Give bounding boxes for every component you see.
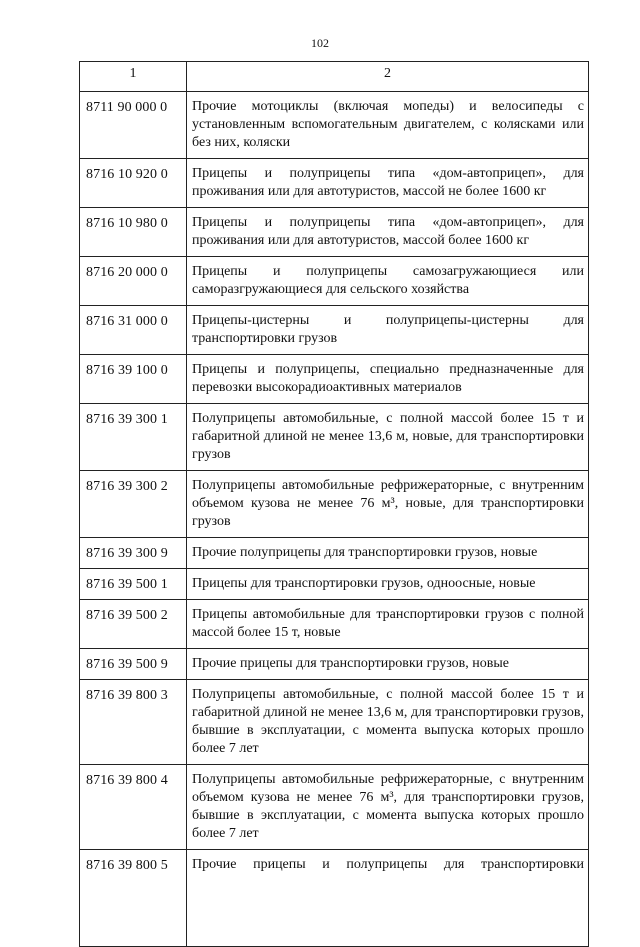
commodity-description: Прочие прицепы для транспортировки грузов, новые — [187, 649, 589, 680]
commodity-code: 8716 39 800 5 — [80, 850, 187, 947]
table-row — [80, 850, 589, 947]
table-row — [80, 257, 589, 306]
commodity-description: Прицепы и полуприцепы типа «дом-автоприцеп», для проживания или для автотуристов, массой более 1600 кг — [187, 208, 589, 257]
commodity-description: Прочие прицепы и полуприцепы для транспортировки — [187, 850, 589, 947]
commodity-code: 8716 39 500 2 — [80, 600, 187, 649]
table-row — [80, 569, 589, 600]
commodity-description: Полуприцепы автомобильные, с полной массой более 15 т и габаритной длиной не менее 13,6 м, для транспортировки грузов, бывшие в эксплуатации, с момента выпуска которых прошло более 7 лет — [187, 680, 589, 765]
table-row — [80, 355, 589, 404]
commodity-code: 8716 39 500 9 — [80, 649, 187, 680]
table-row — [80, 92, 589, 159]
commodity-description: Полуприцепы автомобильные, с полной массой более 15 т и габаритной длиной не менее 13,6 м, новые, для транспортировки грузов — [187, 404, 589, 471]
table-row — [80, 600, 589, 649]
commodity-description: Прицепы-цистерны и полуприцепы-цистерны для транспортировки грузов — [187, 306, 589, 355]
commodity-description: Прицепы для транспортировки грузов, одноосные, новые — [187, 569, 589, 600]
commodity-description: Прицепы и полуприцепы самозагружающиеся или саморазгружающиеся для сельского хозяйства — [187, 257, 589, 306]
commodity-description: Полуприцепы автомобильные рефрижераторные, с внутренним объемом кузова не менее 76 м³, новые, для транспортировки грузов — [187, 471, 589, 538]
commodity-code: 8716 39 500 1 — [80, 569, 187, 600]
table-body — [80, 92, 589, 947]
table-header-row — [80, 62, 589, 92]
commodity-code: 8711 90 000 0 — [80, 92, 187, 159]
commodity-code: 8716 10 920 0 — [80, 159, 187, 208]
commodity-code: 8716 39 300 1 — [80, 404, 187, 471]
commodity-description: Прицепы автомобильные для транспортировки грузов с полной массой более 15 т, новые — [187, 600, 589, 649]
table-row — [80, 208, 589, 257]
page-number: 102 — [311, 36, 329, 50]
table-row — [80, 649, 589, 680]
commodity-description: Прочие мотоциклы (включая мопеды) и велосипеды с установленным вспомогательным двигателем, с колясками или без них, коляски — [187, 92, 589, 159]
commodity-code: 8716 39 100 0 — [80, 355, 187, 404]
table-row — [80, 765, 589, 850]
tariff-code-table — [79, 61, 589, 947]
commodity-code: 8716 31 000 0 — [80, 306, 187, 355]
commodity-code: 8716 10 980 0 — [80, 208, 187, 257]
commodity-code: 8716 20 000 0 — [80, 257, 187, 306]
commodity-description: Прицепы и полуприцепы, специально предназначенные для перевозки высокорадиоактивных материалов — [187, 355, 589, 404]
commodity-code: 8716 39 800 4 — [80, 765, 187, 850]
table-row — [80, 471, 589, 538]
commodity-code: 8716 39 300 2 — [80, 471, 187, 538]
table-row — [80, 404, 589, 471]
table-row — [80, 159, 589, 208]
table-row — [80, 306, 589, 355]
commodity-description: Прочие полуприцепы для транспортировки грузов, новые — [187, 538, 589, 569]
table-row — [80, 538, 589, 569]
commodity-code: 8716 39 300 9 — [80, 538, 187, 569]
column-header-1: 1 — [80, 62, 187, 92]
table-row — [80, 680, 589, 765]
commodity-description: Прицепы и полуприцепы типа «дом-автоприцеп», для проживания или для автотуристов, массой не более 1600 кг — [187, 159, 589, 208]
commodity-description: Полуприцепы автомобильные рефрижераторные, с внутренним объемом кузова не менее 76 м³, для транспортировки грузов, бывшие в эксплуатации, с момента выпуска которых прошло более 7 лет — [187, 765, 589, 850]
column-header-2: 2 — [187, 62, 589, 92]
commodity-code: 8716 39 800 3 — [80, 680, 187, 765]
